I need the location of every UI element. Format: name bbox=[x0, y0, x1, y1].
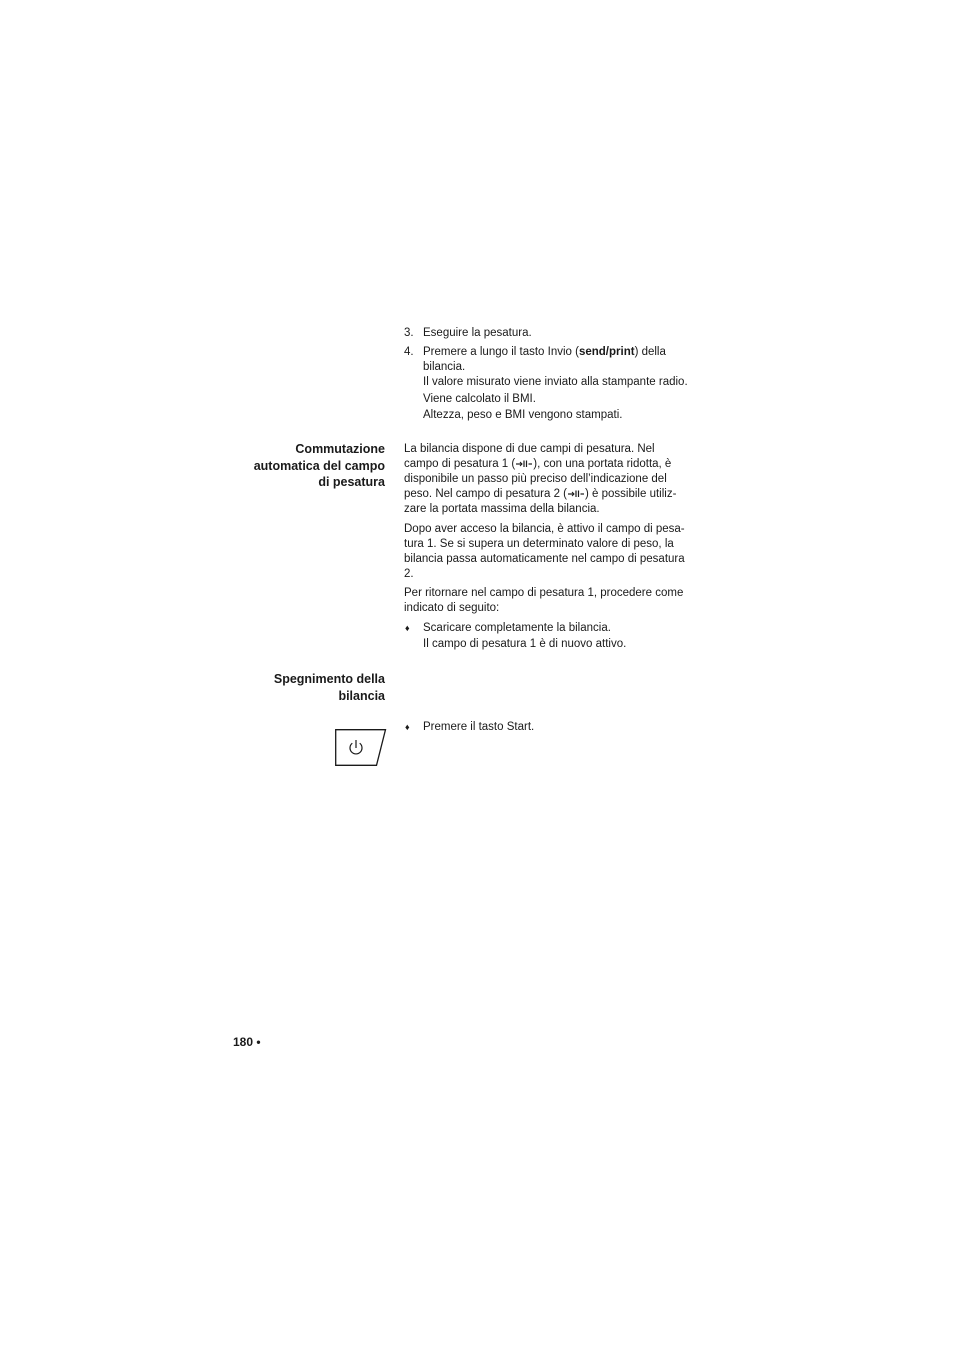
paragraph-line bbox=[404, 487, 696, 502]
paragraph-line: bilancia passa automaticamente nel campo di pesatura bbox=[404, 553, 685, 565]
heading-line: automatica del campo bbox=[253, 458, 385, 473]
step-text-before: Premere a lungo il tasto Invio ( bbox=[423, 346, 579, 358]
paragraph-line: 2. bbox=[404, 568, 414, 580]
text-span: peso. Nel campo di pesatura 2 ( bbox=[404, 488, 568, 500]
step-result-1: Il valore misurato viene inviato alla stampante radio. bbox=[423, 376, 688, 388]
weighing-range-2-icon bbox=[567, 489, 585, 498]
step-number: 3. bbox=[404, 327, 414, 339]
section-heading-switch-off bbox=[274, 671, 385, 704]
paragraph-weighing-ranges bbox=[404, 442, 696, 517]
text-span: ), con una portata ridotta, è bbox=[533, 458, 672, 470]
step-text: Eseguire la pesatura. bbox=[423, 327, 532, 339]
step-result-3: Altezza, peso e BMI vengono stampati. bbox=[423, 409, 623, 421]
bullet-result-range-1: Il campo di pesatura 1 è di nuovo attivo. bbox=[423, 638, 627, 650]
paragraph-line: disponibile un passo più preciso dell’indicazione del bbox=[404, 473, 667, 485]
paragraph-return bbox=[404, 586, 696, 616]
paragraph-line: La bilancia dispone di due campi di pesatura. Nel bbox=[404, 443, 655, 455]
paragraph-auto-switch bbox=[404, 522, 696, 582]
step-number: 4. bbox=[404, 346, 414, 358]
paragraph-line: indicato di seguito: bbox=[404, 602, 500, 614]
paragraph-line: Dopo aver acceso la bilancia, è attivo il campo di pesa- bbox=[404, 523, 685, 535]
paragraph-line: Per ritornare nel campo di pesatura 1, procedere come bbox=[404, 587, 684, 599]
bullet-text-press-start: Premere il tasto Start. bbox=[423, 721, 535, 733]
weighing-range-1-icon bbox=[515, 459, 533, 468]
paragraph-line: zare la portata massima della bilancia. bbox=[404, 503, 600, 515]
send-print-key-label: send/print bbox=[578, 346, 635, 358]
text-span: campo di pesatura 1 ( bbox=[404, 458, 516, 470]
step-text bbox=[423, 345, 698, 375]
start-key-illustration bbox=[335, 729, 387, 772]
heading-line: bilancia bbox=[338, 688, 385, 703]
heading-line: Spegnimento della bbox=[273, 672, 385, 686]
text-span: ) è possibile utiliz- bbox=[585, 488, 677, 500]
heading-line: Commutazione bbox=[295, 442, 385, 456]
bullet-diamond: ♦ bbox=[405, 722, 410, 732]
bullet-text-unload: Scaricare completamente la bilancia. bbox=[423, 622, 611, 634]
paragraph-line bbox=[404, 457, 696, 472]
paragraph-line: tura 1. Se si supera un determinato valore di peso, la bbox=[404, 538, 674, 550]
heading-line: di pesatura bbox=[318, 475, 385, 489]
bullet-diamond: ♦ bbox=[405, 623, 410, 633]
section-heading-weighing-range bbox=[254, 441, 385, 491]
step-text-after: ) della bilancia. bbox=[423, 346, 666, 373]
page-number: 180 • bbox=[233, 1035, 261, 1049]
step-result-2: Viene calcolato il BMI. bbox=[423, 393, 536, 405]
power-icon bbox=[335, 729, 387, 767]
